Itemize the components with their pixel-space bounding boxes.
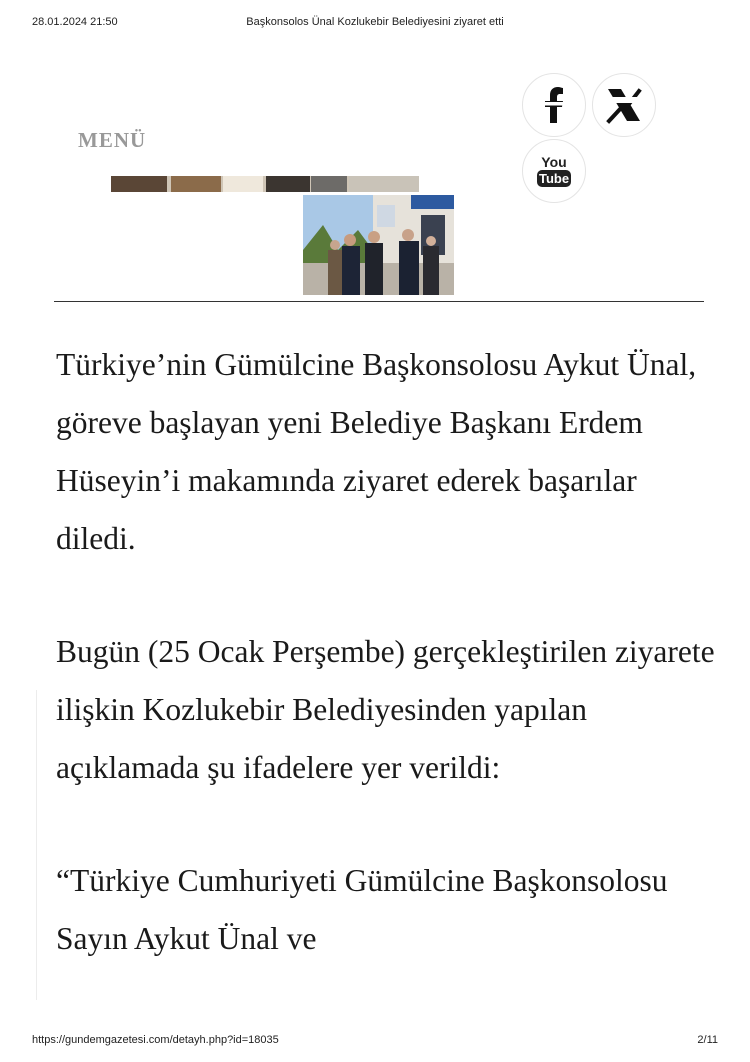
facebook-icon (544, 87, 564, 123)
youtube-icon: You Tube (539, 153, 570, 186)
print-datetime: 28.01.2024 21:50 (32, 16, 118, 28)
article-paragraph: “Türkiye Cumhuriyeti Gümülcine Başkonsolosu Sayın Aykut Ünal ve (56, 863, 668, 956)
menu-button[interactable]: MENÜ (78, 128, 147, 152)
article-paragraph: Türkiye’nin Gümülcine Başkonsolosu Aykut Ünal, göreve başlayan yeni Belediye Başkanı Erdem Hüseyin’i makamında ziyaret ederek başarılar diledi. (56, 347, 697, 556)
youtube-button[interactable] (522, 139, 586, 203)
article-paragraph: Bugün (25 Ocak Perşembe) gerçekleştirilen ziyarete ilişkin Kozlukebir Belediyesinden yapılan açıklamada şu ifadelere yer verildi: (56, 634, 715, 785)
news-photo (303, 195, 454, 295)
header-divider (54, 301, 704, 302)
article-body (56, 336, 716, 1023)
facebook-button[interactable] (522, 73, 586, 137)
page-number: 2/11 (697, 1034, 718, 1046)
page-url: https://gundemgazetesi.com/detayh.php?id=18035 (32, 1034, 279, 1046)
x-twitter-button[interactable] (592, 73, 656, 137)
cropped-photo-strip (111, 176, 419, 192)
side-border (36, 690, 37, 1000)
print-page-title: Başkonsolos Ünal Kozlukebir Belediyesini ziyaret etti (246, 16, 504, 28)
x-twitter-icon (604, 85, 644, 125)
